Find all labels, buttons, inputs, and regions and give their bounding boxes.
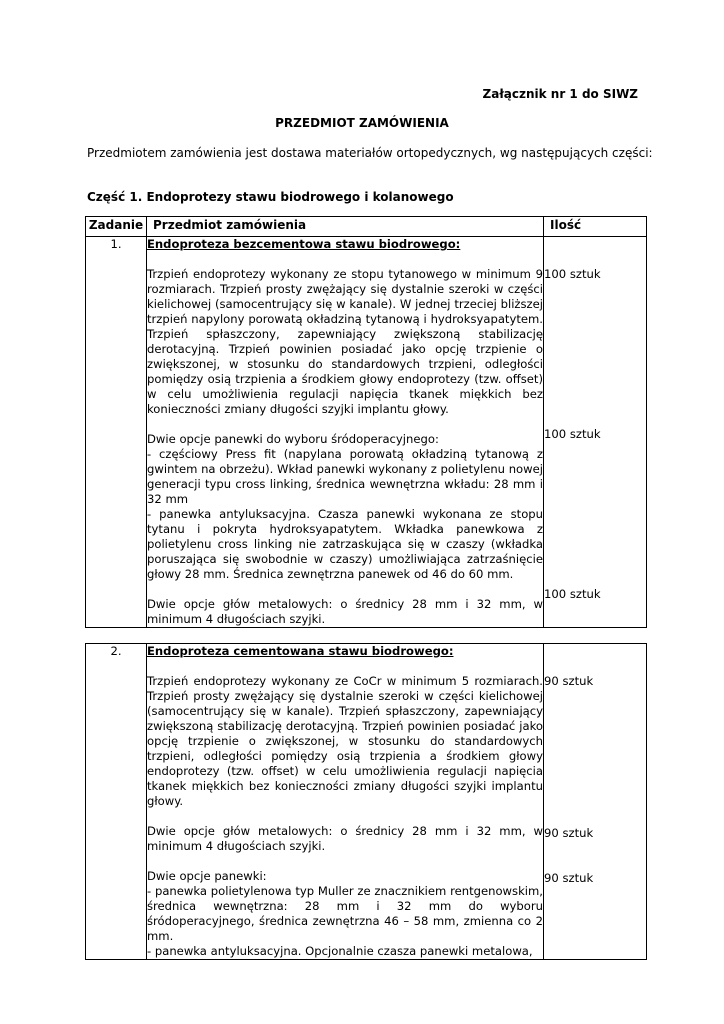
intro-text: Przedmiotem zamówienia jest dostawa materiałów ortopedycznych, wg następujących części: <box>87 146 653 160</box>
task-heading: Endoproteza cementowana stawu biodrowego: <box>147 644 454 658</box>
column-header-subject: Przedmiot zamówienia <box>147 217 544 237</box>
item-text: Dwie opcje panewki do wyboru śródoperacyjnego: - częściowy Press fit (napylana porowatą okładziną tytanową z gwintem na obrzeżu). Wkład panewki wykonany z polietylenu nowej generacji typu cross linking, średnica wewnętrzna wkładu: 28 mm i 32 mm - panewka antyluksacyjna. Czasza panewki wykonana ze stopu tytanu i pokryta hydroksyapatytem. Wkładka panewkowa z polietylenu cross linking nie zatrzaskująca się w czaszy (wkładka poruszająca się swobodnie w czaszy) umożliwiająca zatrzaśnięcie głowy 28 mm. Średnica zewnętrzna panewek od 46 do 60 mm. <box>147 432 543 581</box>
table-header-row <box>86 217 647 237</box>
attachment-label: Załącznik nr 1 do SIWZ <box>482 87 638 101</box>
task-description <box>147 237 544 628</box>
task-heading: Endoproteza bezcementowa stawu biodrowego: <box>147 237 461 251</box>
item-quantity: 100 sztuk <box>544 267 601 281</box>
item-quantity: 90 sztuk <box>544 826 594 840</box>
task-number: 1. <box>86 237 147 628</box>
table-row <box>86 237 647 628</box>
column-header-quantity: Ilość <box>544 217 647 237</box>
task-quantities <box>544 237 647 628</box>
order-table <box>85 216 647 960</box>
table-spacer <box>86 628 647 644</box>
item-text: Dwie opcje głów metalowych: o średnicy 28 mm i 32 mm, w minimum 4 długościach szyjki. <box>147 824 543 853</box>
item-text: Dwie opcje panewki: - panewka polietylenowa typ Muller ze znacznikiem rentgenowskim, średnica wewnętrzna: 28 mm i 32 mm do wyboru śródoperacyjnego, średnica zewnętrzna 46 – 58 mm, zmienna co 2 mm. - panewka antyluksacyjna. Opcjonalnie czasza panewki metalowa, <box>147 869 543 958</box>
item-quantity: 90 sztuk <box>544 674 594 688</box>
table-row <box>86 644 647 960</box>
section-title: Część 1. Endoprotezy stawu biodrowego i kolanowego <box>87 190 454 204</box>
task-description <box>147 644 544 960</box>
item-text: Trzpień endoprotezy wykonany ze stopu tytanowego w minimum 9 rozmiarach. Trzpień prosty zwężający się dystalnie szeroki w części kielichowej (samocentrujący się w kanale). W jednej trzeciej bliższej trzpień napylony porowatą okładziną tytanową i hydroksyapatytem. Trzpień spłaszczony, zapewniający zwiększoną stabilizację derotacyjną. Trzpień powinien posiadać jako opcję trzpienie o zwiększonej, w stosunku do standardowych trzpieni, odległości pomiędzy osią trzpienia a środkiem głowy endoprotezy (tzw. offset) w celu umożliwienia regulacji napięcia tkanek miękkich bez konieczności zmiany długości szyjki implantu głowy. <box>147 267 543 416</box>
item-quantity: 90 sztuk <box>544 871 594 885</box>
document-title: PRZEDMIOT ZAMÓWIENIA <box>275 116 449 130</box>
task-number: 2. <box>86 644 147 960</box>
item-quantity: 100 sztuk <box>544 427 601 441</box>
item-text: Dwie opcje głów metalowych: o średnicy 28 mm i 32 mm, w minimum 4 długościach szyjki. <box>147 597 543 626</box>
column-header-task: Zadanie <box>86 217 147 237</box>
task-quantities <box>544 644 647 960</box>
item-quantity: 100 sztuk <box>544 587 601 601</box>
item-text: Trzpień endoprotezy wykonany ze CoCr w minimum 5 rozmiarach. Trzpień prosty zwężający się dystalnie szeroki w części kielichowej (samocentrujący się w kanale). Trzpień spłaszczony, zapewniający zwiększoną stabilizację derotacyjną. Trzpień powinien posiadać jako opcję trzpienie o zwiększonej, w stosunku do standardowych trzpieni, odległości pomiędzy osią trzpienia a środkiem głowy endoprotezy (tzw. offset) w celu umożliwienia regulacji napięcia tkanek miękkich bez konieczności zmiany długości szyjki implantu głowy. <box>147 674 543 808</box>
